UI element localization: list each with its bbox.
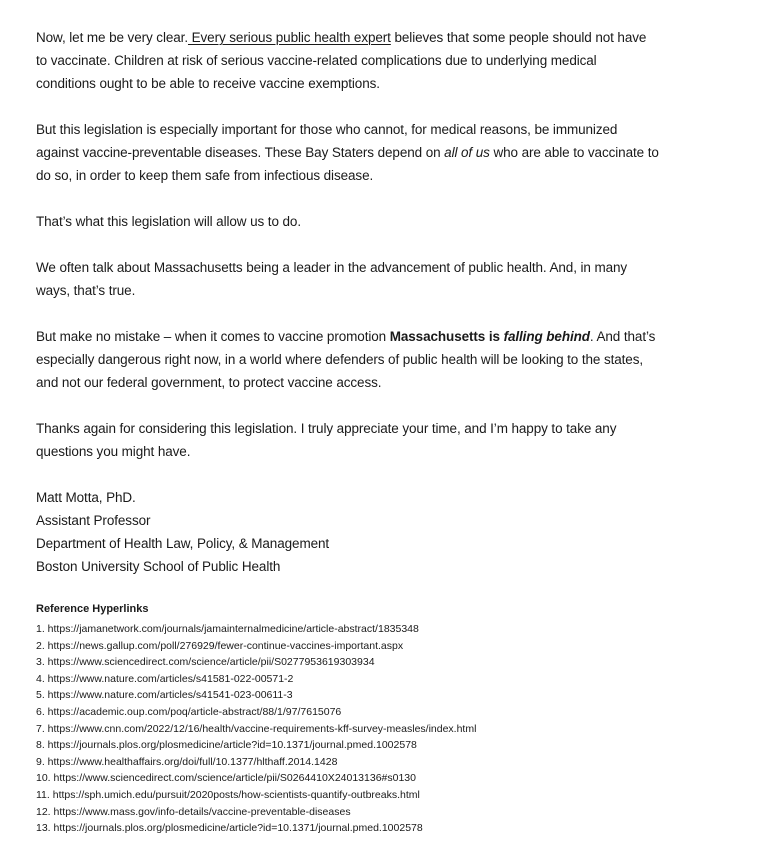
- text-run: Boston University School of Public Health: [36, 559, 281, 574]
- text-run: believes that some people should not have: [390, 30, 647, 45]
- text-run: ways, that’s true.: [36, 283, 136, 298]
- text-run: against vaccine-preventable diseases. These Bay Staters depend on: [36, 145, 445, 160]
- text-run: Department of Health Law, Policy, & Management: [36, 536, 330, 551]
- text-run: That’s what this legislation will allow us to do.: [36, 214, 301, 229]
- reference-item: 6. https://academic.oup.com/poq/article-abstract/88/1/97/7615076: [36, 705, 342, 718]
- text-line: [36, 72, 736, 95]
- paragraph: [36, 417, 736, 463]
- text-run: falling behind: [503, 329, 590, 344]
- reference-item: 8. https://journals.plos.org/plosmedicine/article?id=10.1371/journal.pmed.1002578: [36, 739, 417, 752]
- text-run: especially dangerous right now, in a world where defenders of public health will be looking to the states,: [36, 352, 644, 367]
- paragraph: [36, 26, 736, 95]
- text-run: and not our federal government, to protect vaccine access.: [36, 375, 382, 390]
- text-run: Every serious public health expert: [187, 30, 391, 45]
- text-line: [36, 256, 736, 279]
- text-line: [36, 141, 736, 164]
- reference-item: 3. https://www.sciencedirect.com/science/article/pii/S0277953619303934: [36, 656, 375, 669]
- paragraph: [36, 210, 736, 233]
- text-line: [36, 371, 736, 394]
- text-run: questions you might have.: [36, 444, 191, 459]
- references-title: Reference Hyperlinks: [36, 603, 149, 615]
- reference-item: 1. https://jamanetwork.com/journals/jamainternalmedicine/article-abstract/1835348: [36, 623, 419, 635]
- text-run: to vaccinate. Children at risk of serious vaccine-related complications due to underlying medical: [36, 53, 597, 68]
- text-run: Massachusetts is: [389, 329, 504, 344]
- reference-item: 9. https://www.healthaffairs.org/doi/full/10.1377/hlthaff.2014.1428: [36, 755, 338, 768]
- reference-item: 11. https://sph.umich.edu/pursuit/2020posts/how-scientists-quantify-outbreaks.html: [36, 788, 420, 801]
- reference-item: 4. https://www.nature.com/articles/s41581-022-00571-2: [36, 672, 294, 685]
- text-line: [36, 440, 736, 463]
- text-run: Matt Motta, PhD.: [36, 490, 136, 505]
- paragraph: [36, 118, 736, 187]
- text-run: Thanks again for considering this legislation. I truly appreciate your time, and I’m happy to take any: [36, 421, 617, 436]
- reference-item: 10. https://www.sciencedirect.com/science/article/pii/S0264410X24013136#s0130: [36, 772, 416, 785]
- reference-item: 13. https://journals.plos.org/plosmedicine/article?id=10.1371/journal.pmed.1002578: [36, 822, 423, 835]
- text-line: [36, 210, 736, 233]
- text-line: [36, 325, 736, 348]
- references-section: [0, 601, 766, 837]
- text-line: [36, 486, 736, 509]
- reference-item: 2. https://news.gallup.com/poll/276929/fewer-continue-vaccines-important.aspx: [36, 639, 404, 652]
- paragraph: [36, 256, 736, 302]
- text-run: But make no mistake – when it comes to vaccine promotion: [36, 329, 390, 344]
- text-run: all of us: [444, 145, 490, 160]
- paragraph: [36, 486, 736, 578]
- text-line: [36, 417, 736, 440]
- text-line: [36, 509, 736, 532]
- text-run: Assistant Professor: [36, 513, 151, 528]
- text-run: conditions ought to be able to receive vaccine exemptions.: [36, 76, 380, 91]
- text-line: [36, 118, 736, 141]
- text-line: [36, 532, 736, 555]
- reference-item: 7. https://www.cnn.com/2022/12/16/health/vaccine-requirements-kff-survey-measles/index.html: [36, 722, 477, 735]
- text-line: [36, 348, 736, 371]
- text-line: [36, 555, 736, 578]
- text-run: We often talk about Massachusetts being a leader in the advancement of public health. And, in many: [36, 260, 628, 275]
- text-run: Now, let me be very clear.: [36, 30, 188, 45]
- paragraph: [36, 325, 736, 394]
- text-line: [36, 26, 736, 49]
- text-line: [36, 49, 736, 72]
- text-run: do so, in order to keep them safe from infectious disease.: [36, 168, 374, 183]
- references-list: [36, 621, 766, 837]
- reference-item: 12. https://www.mass.gov/info-details/vaccine-preventable-diseases: [36, 805, 351, 818]
- reference-item: 5. https://www.nature.com/articles/s41541-023-00611-3: [36, 689, 293, 702]
- text-line: [36, 279, 736, 302]
- text-line: [36, 164, 736, 187]
- text-run: But this legislation is especially important for those who cannot, for medical reasons, be immunized: [36, 122, 618, 137]
- text-run: . And that’s: [589, 329, 656, 344]
- text-run: who are able to vaccinate to: [489, 145, 659, 160]
